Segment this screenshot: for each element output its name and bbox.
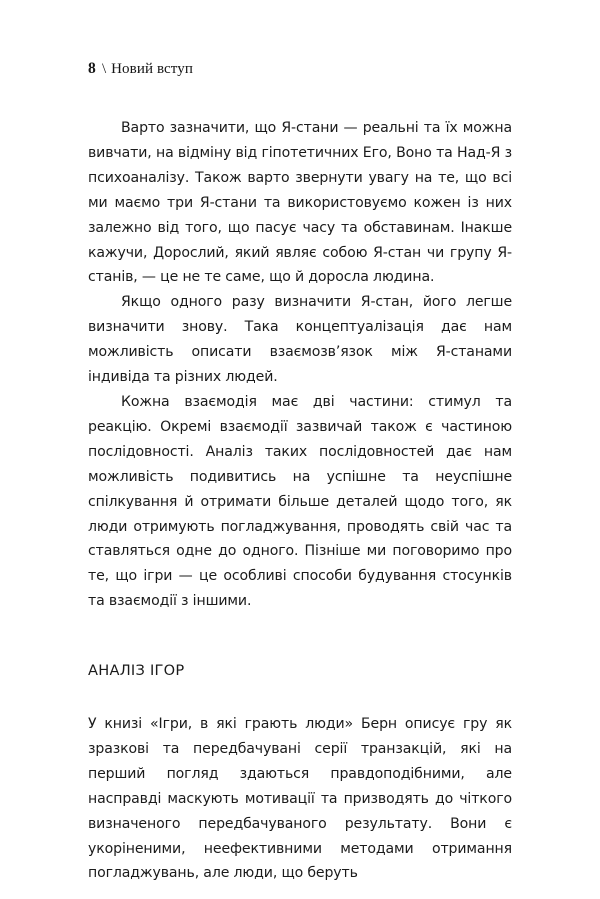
header-separator: \ xyxy=(101,61,107,77)
text-column xyxy=(88,116,512,886)
paragraph-4: У книзі «Ігри, в які грають люди» Берн описує гру як зразкові та передбачувані серії транзакцій, які на перший погляд здаються правдоподібними, але насправді маскують мотивації та призводять до чіткого визначеного передбачуваного результату. Вони є укоріненими, неефективними методами отримання погладжувань, але люди, що беруть xyxy=(88,716,512,882)
heading-spacer-above xyxy=(88,614,512,659)
section-heading: АНАЛІЗ ІГОР xyxy=(88,662,185,680)
page-number: 8 xyxy=(88,60,96,77)
running-header xyxy=(88,60,193,79)
paragraph-1: Варто зазначити, що Я-стани — реальні та їх можна вивчати, на відміну від гіпотетичних Его, Воно та Над-Я з психоаналізу. Також варто звернути увагу на те, що всі ми маємо три Я-стани та використовуємо кожен із них залежно від того, що пасує часу та обставинам. Інакше кажучи, Дорослий, який являє собою Я-стан чи групу Я-станів, — це не те саме, що й доросла людина. xyxy=(88,120,512,286)
chapter-title: Новий вступ xyxy=(111,61,193,77)
paragraph-3: Кожна взаємодія має дві частини: стимул та реакцію. Окремі взаємодії зазвичай також є частиною послідовності. Аналіз таких послідовностей дає нам можливість подивитись на успішне та неуспішне спілкування й отримати більше деталей щодо того, як люди отримують погладжування, проводять свій час та ставляться одне до одного. Пізніше ми поговоримо про те, що ігри — це особливі способи будування стосунків та взаємодії з іншими. xyxy=(88,393,512,610)
paragraph-2: Якщо одного разу визначити Я-стан, його легше визначити знову. Така концептуалізація дає нам можливість описати взаємозв’язок між Я-станами індивіда та різних людей. xyxy=(88,294,512,386)
heading-spacer-below xyxy=(88,684,512,712)
